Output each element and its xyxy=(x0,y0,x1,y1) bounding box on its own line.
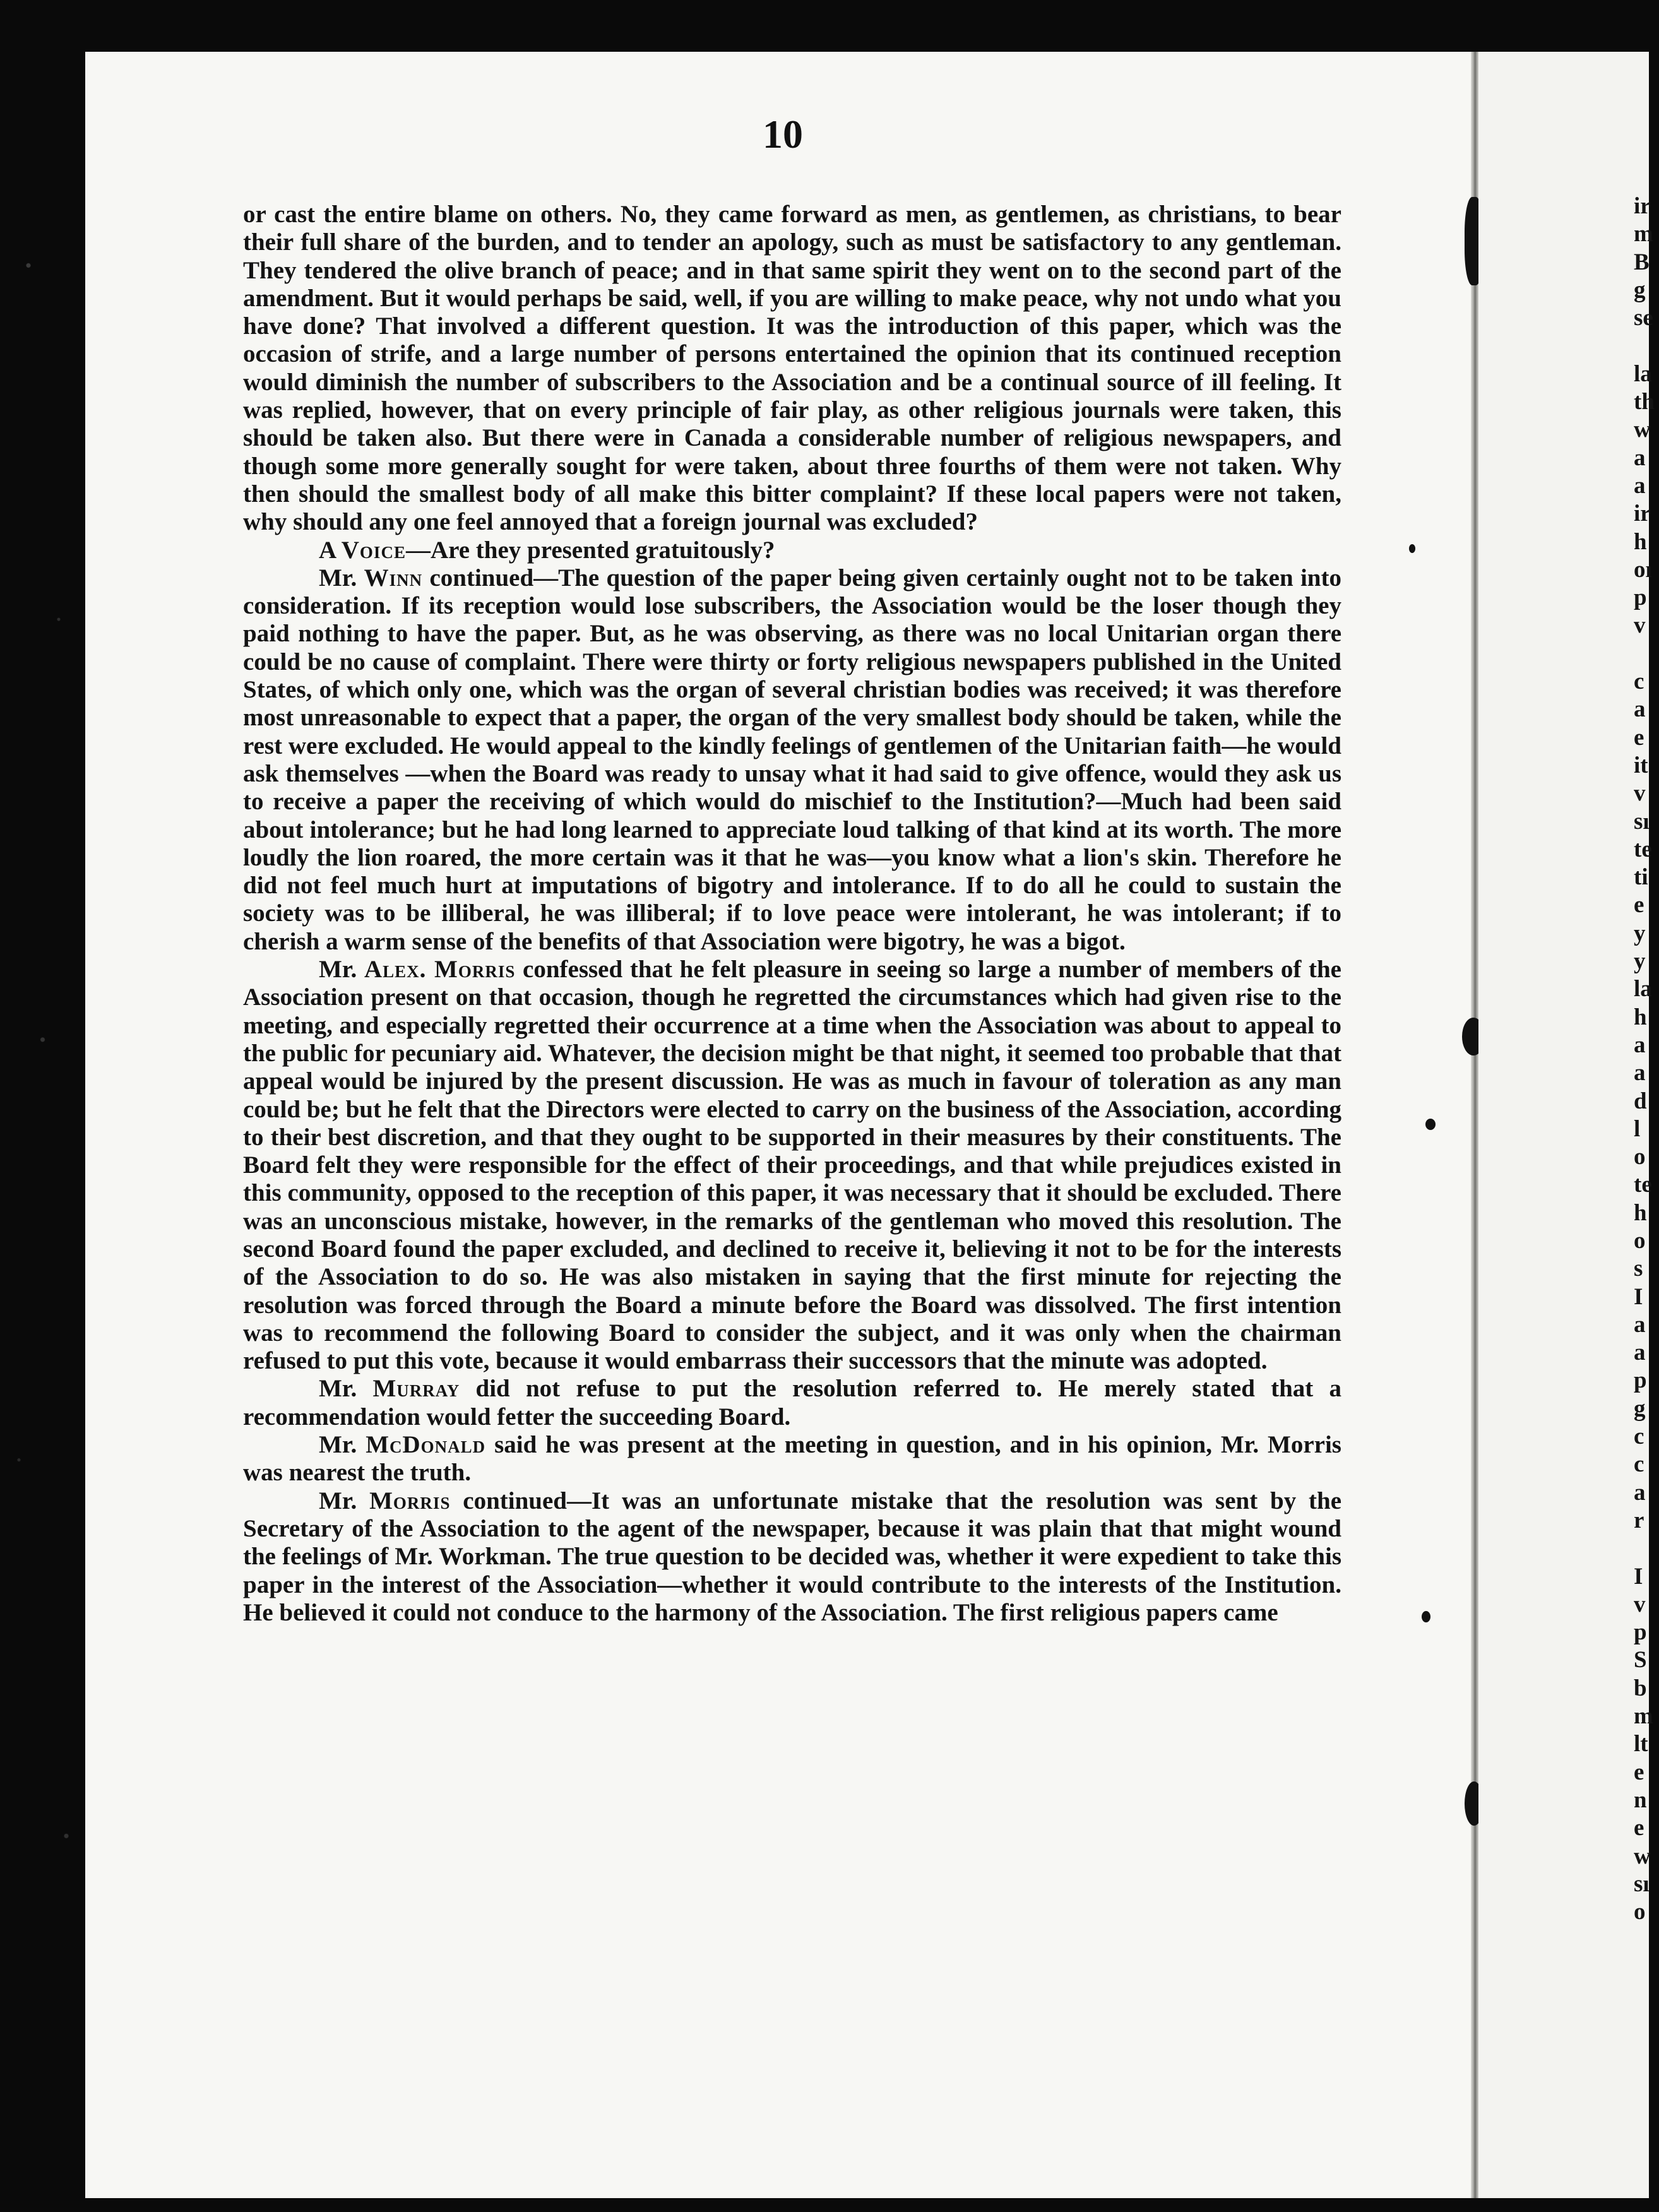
facing-line-fragment: c xyxy=(1634,669,1644,695)
facing-line-fragment: o xyxy=(1634,1144,1646,1170)
facing-line-fragment: ir xyxy=(1634,501,1651,527)
facing-line-fragment: oı xyxy=(1634,556,1652,583)
facing-line-fragment: ir xyxy=(1634,193,1651,219)
facing-line-fragment: a xyxy=(1634,472,1646,499)
paragraph xyxy=(243,201,1341,537)
article-body xyxy=(243,201,1341,1627)
binding-gutter xyxy=(1471,52,1478,2198)
facing-line-fragment: c xyxy=(1634,1451,1644,1478)
facing-line-fragment: p xyxy=(1634,1619,1647,1646)
paragraph xyxy=(243,1375,1341,1431)
paragraph-text: —Are they presented gratuitously? xyxy=(405,536,775,564)
speaker-name: Morris xyxy=(369,1487,451,1514)
paragraph-text: continued—The question of the paper being given certainly ought not to be taken into consideration. If its reception would lose subscribers, the Association would be the loser though they paid nothing to have the paper. But, as he was observing, as there was no local Unitarian organ there could be no cause of complaint. There were thirty or forty religious newspapers published in the United States, of which only one, which was the organ of several christian bodies was received; it was therefore most unreasonable to expect that a paper, the organ of the very smallest body should be taken, while the rest were excluded. He would appeal to the kindly feelings of gentlemen of the Unitarian faith—he would ask themselves —when the Board was ready to unsay what it had said to give offence, would they ask us to receive a paper the receiving of which would do mischief to the Institution?—Much had been said about intolerance; but he had long learned to appreciate loud talking of that kind at its worth. The more loudly the lion roared, the more certain was it that he was—you know what a lion's skin. Therefore he did not feel much hurt at imputations of bigotry and intolerance. If to do all he could to sustain the society was to be illiberal, he was illiberal; if to love peace were intolerant, he was intolerant; if to cherish a warm sense of the benefits of that Association were bigotry, he was a bigot. xyxy=(243,564,1341,955)
facing-line-fragment: e xyxy=(1634,892,1644,919)
facing-line-fragment: lt xyxy=(1634,1731,1648,1757)
speaker-name: Alex. Morris xyxy=(364,956,516,984)
facing-line-fragment: s xyxy=(1634,1256,1643,1282)
facing-line-fragment: a xyxy=(1634,444,1646,471)
paragraph xyxy=(243,564,1341,956)
ink-blot xyxy=(1409,544,1415,553)
facing-line-fragment: la xyxy=(1634,976,1652,1002)
facing-page-text xyxy=(1634,193,1659,1926)
facing-line-fragment: y xyxy=(1634,920,1646,946)
facing-line-fragment: m xyxy=(1634,1703,1653,1730)
facing-line-fragment: h xyxy=(1634,1199,1647,1226)
facing-line-fragment: sı xyxy=(1634,1870,1650,1897)
speaker-name: Voice xyxy=(341,536,406,564)
facing-line-fragment: n xyxy=(1634,1787,1647,1813)
facing-line-fragment: v xyxy=(1634,612,1646,639)
facing-line-fragment: e xyxy=(1634,1759,1644,1785)
ink-blot xyxy=(1422,1611,1430,1622)
paragraph xyxy=(243,537,1341,564)
paragraph-text: A xyxy=(319,536,342,564)
facing-line-fragment: ti xyxy=(1634,864,1648,891)
facing-line-fragment: c xyxy=(1634,1424,1644,1450)
facing-line-fragment: e xyxy=(1634,1815,1644,1841)
facing-line-fragment: te xyxy=(1634,836,1652,862)
facing-line-fragment: w xyxy=(1634,417,1651,443)
facing-line-fragment: it xyxy=(1634,752,1648,778)
speaker-name: McDonald xyxy=(366,1431,486,1459)
paragraph xyxy=(243,1431,1341,1487)
paragraph-text: Mr. xyxy=(319,1487,370,1514)
facing-line-fragment: v xyxy=(1634,780,1646,807)
facing-line-fragment: te xyxy=(1634,1172,1652,1198)
facing-line-fragment: la xyxy=(1634,360,1652,387)
paragraph-text: confessed that he felt pleasure in seeing so large a number of members of the Association present on that occasion, though he regretted the circumstances which had given rise to the meeting, and especially regretted their occurrence at a time when the Association was about to appeal to the public for pecuniary aid. Whatever, the decision might be that night, it seemed too probable that that appeal would be injured by the present discussion. He was as much in favour of toleration as any man could be; but he felt that the Directors were elected to carry on the business of the Association, according to their best discretion, and that they ought to be supported in their measures by their constituents. The Board felt they were responsible for the effect of their proceedings, and that while prejudices existed in this community, opposed to the reception of this paper, it was necessary that it should be excluded. There was an unconscious mistake, however, in the remarks of the gentleman who moved this resolution. The second Board found the paper excluded, and declined to receive it, believing it not to be for the interests of the Association to do so. He was also mistaken in saying that the first minute for rejecting the resolution was forced through the Board a minute before the Board was dissolved. The first intention was to recommend the following Board to consider the subject, and it was only when the chairman refused to put this vote, because it would embarrass their successors that the minute was adopted. xyxy=(243,956,1341,1375)
facing-line-fragment: se xyxy=(1634,305,1653,331)
paragraph-text: said he was present at the meeting in question, and in his opinion, Mr. Morris was nearest the truth. xyxy=(243,1431,1341,1487)
facing-line-fragment: a xyxy=(1634,696,1646,723)
facing-line-fragment: a xyxy=(1634,1032,1646,1058)
facing-line-fragment: w xyxy=(1634,1843,1651,1869)
facing-line-fragment: o xyxy=(1634,1227,1646,1254)
facing-line-fragment: a xyxy=(1634,1311,1646,1338)
ink-blot xyxy=(1425,1119,1436,1130)
paragraph-text: or cast the entire blame on others. No, they came forward as men, as gentlemen, as christians, to bear their full share of the burden, and to tender an apology, such as must be satisfactory to any gentleman. They tendered the olive branch of peace; and in that same spirit they went on to the second part of the amendment. But it would perhaps be said, well, if you are willing to make peace, why not undo what you have done? That involved a different question. It was the introduction of this paper, which was the occasion of strife, and a large number of persons entertained the opinion that its continued reception would diminish the number of subscribers to the Association and be a continual source of ill feeling. It was replied, however, that on every principle of fair play, as other religious journals were taken, this should be taken also. But there were in Canada a considerable number of religious newspapers, and though some more generally sought for were taken, about three fourths of them were not taken. Why then should the smallest body of all make this bitter complaint? If these local papers were not taken, why should any one feel annoyed that a foreign journal was excluded? xyxy=(243,201,1341,536)
facing-line-fragment: h xyxy=(1634,528,1647,555)
facing-line-fragment: g xyxy=(1634,276,1646,303)
facing-line-fragment: p xyxy=(1634,585,1647,611)
facing-line-fragment: I xyxy=(1634,1563,1643,1590)
paragraph-text: Mr. xyxy=(319,956,364,984)
facing-line-fragment: y xyxy=(1634,948,1646,975)
facing-line-fragment: v xyxy=(1634,1591,1646,1617)
facing-line-fragment xyxy=(1634,640,1659,668)
paragraph xyxy=(243,956,1341,1375)
facing-line-fragment: a xyxy=(1634,1060,1646,1086)
facing-line-fragment: l xyxy=(1634,1115,1641,1142)
facing-line-fragment: th xyxy=(1634,389,1655,415)
facing-line-fragment: sı xyxy=(1634,808,1650,835)
facing-line-fragment: a xyxy=(1634,1340,1646,1366)
speaker-name: Murray xyxy=(372,1375,460,1403)
facing-line-fragment: a xyxy=(1634,1479,1646,1506)
facing-line-fragment: I xyxy=(1634,1283,1643,1310)
facing-line-fragment: m xyxy=(1634,221,1653,247)
facing-line-fragment: B xyxy=(1634,249,1650,275)
facing-line-fragment: o xyxy=(1634,1899,1646,1925)
facing-line-fragment: r xyxy=(1634,1507,1644,1533)
facing-line-fragment: S xyxy=(1634,1647,1647,1674)
facing-line-fragment: g xyxy=(1634,1395,1646,1422)
paragraph-text: continued—It was an unfortunate mistake that the resolution was sent by the Secretary of the Association to the agent of the newspaper, because it was plain that that might wound the feelings of Mr. Workman. The true question to be decided was, whether it were expedient to take this paper in the interest of the Association—whether it would contribute to the interests of the Institution. He believed it could not conduce to the harmony of the Association. The first religious papers came xyxy=(243,1487,1341,1626)
facing-line-fragment: e xyxy=(1634,724,1644,751)
facing-line-fragment xyxy=(1634,1535,1659,1562)
paragraph-text: Mr. xyxy=(319,564,364,592)
facing-line-fragment xyxy=(1634,332,1659,360)
scan-border xyxy=(0,0,95,2212)
paragraph-text: did not refuse to put the resolution referred to. He merely stated that a recommendation would fetter the succeeding Board. xyxy=(243,1375,1341,1430)
facing-page xyxy=(1478,52,1649,2198)
page-number: 10 xyxy=(763,112,803,157)
facing-line-fragment: h xyxy=(1634,1004,1647,1030)
facing-line-fragment: p xyxy=(1634,1367,1647,1394)
paragraph-text: Mr. xyxy=(319,1375,373,1403)
facing-line-fragment: d xyxy=(1634,1088,1647,1114)
speaker-name: Winn xyxy=(364,564,423,592)
paragraph-text: Mr. xyxy=(319,1431,366,1459)
paragraph xyxy=(243,1487,1341,1627)
facing-line-fragment: b xyxy=(1634,1675,1647,1701)
